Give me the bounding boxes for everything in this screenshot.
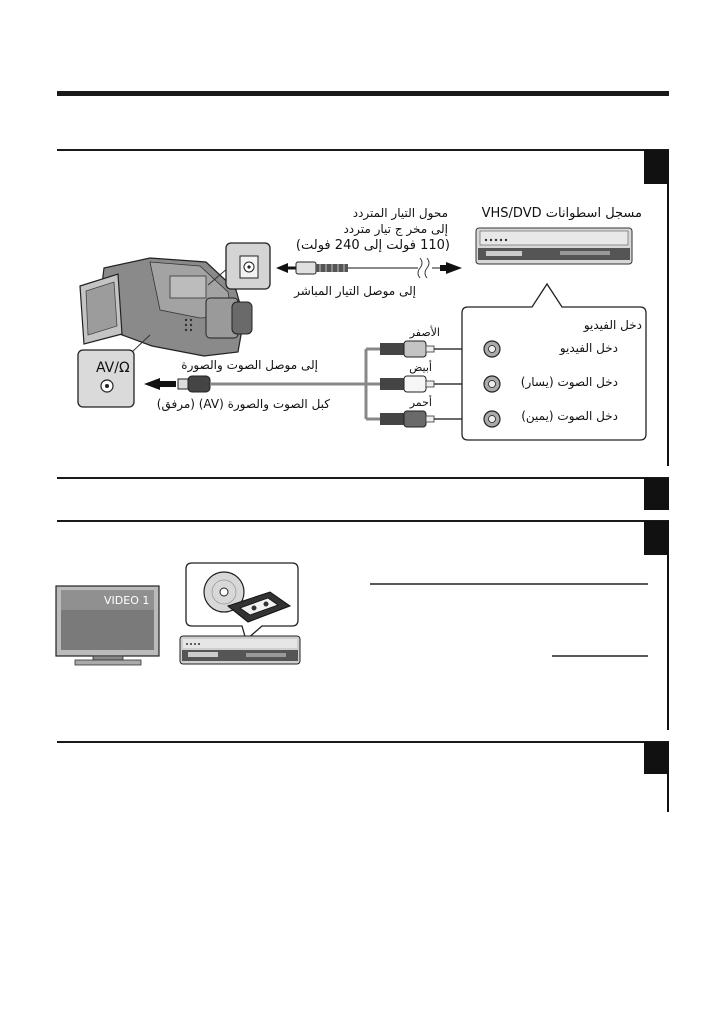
white-label: أبيض (409, 361, 432, 374)
audio-left-jack-icon (484, 376, 500, 392)
av-terminal-box (78, 350, 134, 407)
video-in-label: دخل الفيديو (559, 341, 618, 355)
to-av-connector-label: إلى موصل الصوت والصورة (181, 358, 318, 372)
recorder-2-icon (180, 636, 300, 664)
adapter-label-line1: محول التيار المتردد (352, 206, 448, 220)
tv-screen-text: VIDEO 1 (104, 594, 150, 607)
av-port-label: AV/Ω (96, 360, 130, 376)
video-in-jack-icon (484, 341, 500, 357)
vhs-dvd-recorder-icon (476, 228, 632, 264)
adapter-label-line3: (110 فولت إلى 240 فولت) (295, 238, 450, 253)
adapter-label-line2: إلى مخر ج تيار متردد (343, 222, 448, 236)
audio-left-label: دخل الصوت (يسار) (520, 375, 618, 389)
dc-connector-label: إلى موصل التيار المباشر (294, 284, 416, 298)
audio-right-label: دخل الصوت (يمين) (521, 409, 618, 423)
av-cable-label: كبل الصوت والصورة (AV) (مرفق) (156, 397, 330, 411)
red-label: أحمر (409, 396, 432, 409)
audio-right-jack-icon (484, 411, 500, 427)
video-in-header: دخل الفيديو (583, 318, 642, 332)
recorder-label: مسجل اسطوانات VHS/DVD (481, 206, 642, 221)
yellow-label: الأصفر (409, 326, 440, 339)
dc-plug-icon (276, 258, 462, 278)
